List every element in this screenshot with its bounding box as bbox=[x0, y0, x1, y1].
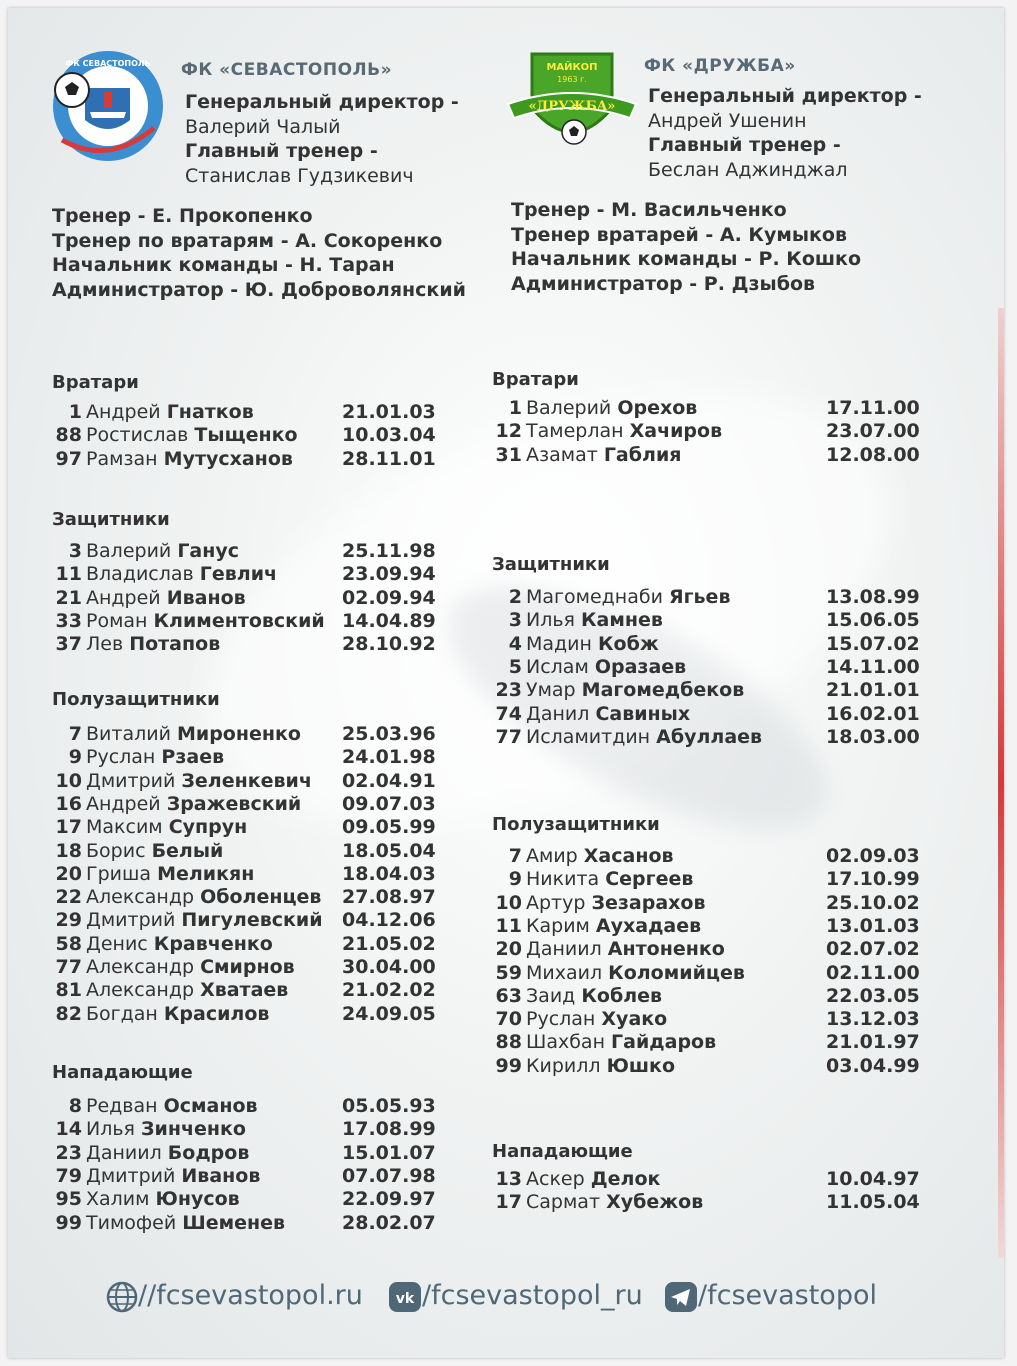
player-name: Заид Коблев bbox=[526, 984, 663, 1007]
player-name: Исламитдин Абуллаев bbox=[526, 725, 763, 748]
player-row bbox=[52, 587, 442, 610]
player-birthdate: 24.09.05 bbox=[342, 1002, 436, 1025]
staff-line: Тренер - М. Васильченко bbox=[511, 199, 787, 221]
player-name: Андрей Зражевский bbox=[86, 792, 302, 815]
player-birthdate: 14.11.00 bbox=[826, 655, 920, 678]
player-number: 99 bbox=[55, 1211, 82, 1234]
player-row bbox=[52, 424, 442, 447]
player-number: 10 bbox=[495, 891, 522, 914]
player-name: Руслан Хуако bbox=[526, 1008, 668, 1031]
player-number: 74 bbox=[495, 702, 522, 725]
player-row bbox=[52, 933, 442, 956]
staff-line: Начальник команды - Р. Кошко bbox=[511, 248, 862, 270]
player-row bbox=[492, 938, 926, 961]
player-row bbox=[52, 863, 442, 886]
player-birthdate: 13.08.99 bbox=[826, 586, 920, 608]
player-name: Амир Хасанов bbox=[526, 845, 674, 867]
player-number: 20 bbox=[495, 938, 522, 961]
player-name: Даниил Антоненко bbox=[526, 938, 725, 961]
player-row bbox=[52, 909, 442, 932]
telegram-icon bbox=[664, 1281, 698, 1313]
player-name: Артур Зезарахов bbox=[526, 891, 706, 914]
player-row bbox=[52, 723, 442, 746]
player-birthdate: 21.01.97 bbox=[826, 1031, 920, 1054]
player-birthdate: 23.07.00 bbox=[826, 420, 920, 443]
section-title: Вратари bbox=[492, 369, 579, 390]
sevastopol-logo bbox=[50, 48, 166, 164]
player-row bbox=[52, 816, 442, 839]
player-name: Роман Климентовский bbox=[86, 609, 325, 632]
player-birthdate: 12.08.00 bbox=[826, 443, 920, 466]
player-row bbox=[492, 633, 926, 656]
player-row bbox=[52, 746, 442, 769]
player-birthdate: 22.09.97 bbox=[342, 1188, 436, 1211]
club-management bbox=[185, 90, 459, 188]
player-row bbox=[492, 703, 926, 726]
player-row bbox=[52, 610, 442, 633]
player-number: 63 bbox=[495, 984, 522, 1007]
player-number: 9 bbox=[68, 746, 82, 769]
player-row bbox=[492, 1055, 926, 1078]
player-number: 70 bbox=[495, 1008, 522, 1031]
player-name: Редван Османов bbox=[86, 1095, 258, 1117]
logo-text: ФК СЕВАСТОПОЛЬ bbox=[65, 59, 151, 68]
player-name: Данил Савиных bbox=[526, 702, 691, 725]
logo-name: «ДРУЖБА» bbox=[528, 99, 616, 114]
player-birthdate: 13.12.03 bbox=[826, 1008, 920, 1031]
player-row bbox=[52, 793, 442, 816]
player-row bbox=[492, 962, 926, 985]
player-row bbox=[52, 1212, 442, 1235]
player-birthdate: 02.07.02 bbox=[826, 938, 920, 961]
section-title: Нападающие bbox=[492, 1141, 633, 1162]
player-name: Тимофей Шеменев bbox=[86, 1211, 286, 1234]
player-birthdate: 28.02.07 bbox=[342, 1211, 436, 1234]
player-number: 17 bbox=[55, 816, 82, 839]
player-row bbox=[52, 401, 442, 424]
logo-city: МАЙКОП bbox=[546, 62, 598, 73]
player-number: 3 bbox=[68, 540, 82, 562]
player-number: 9 bbox=[508, 868, 522, 891]
header-line: Беслан Аджинджал bbox=[648, 158, 848, 181]
section-title: Защитники bbox=[52, 509, 170, 530]
player-birthdate: 28.10.92 bbox=[342, 633, 436, 656]
player-row bbox=[492, 679, 926, 702]
player-number: 14 bbox=[55, 1118, 82, 1141]
svg-text:vk: vk bbox=[395, 1290, 415, 1307]
player-name: Руслан Рзаев bbox=[86, 746, 225, 769]
player-name: Сармат Хубежов bbox=[526, 1191, 704, 1214]
player-row bbox=[52, 563, 442, 586]
player-number: 23 bbox=[495, 679, 522, 702]
player-name: Гриша Меликян bbox=[86, 862, 255, 885]
player-number: 82 bbox=[55, 1002, 82, 1025]
player-birthdate: 04.12.06 bbox=[342, 909, 436, 932]
player-name: Аскер Делок bbox=[526, 1168, 661, 1190]
player-row bbox=[492, 397, 926, 420]
player-number: 13 bbox=[495, 1168, 522, 1190]
player-number: 23 bbox=[55, 1141, 82, 1164]
player-name: Даниил Бодров bbox=[86, 1141, 250, 1164]
player-name: Никита Сергеев bbox=[526, 868, 694, 891]
website-text: //fcsevastopol.ru bbox=[138, 1280, 363, 1311]
player-birthdate: 21.02.02 bbox=[342, 979, 436, 1002]
player-name: Александр Хватаев bbox=[86, 979, 289, 1002]
player-row bbox=[492, 1031, 926, 1054]
coaching-staff bbox=[511, 198, 861, 296]
player-number: 16 bbox=[55, 792, 82, 815]
player-number: 77 bbox=[495, 725, 522, 748]
header-line: Генеральный директор - bbox=[648, 85, 922, 107]
player-number: 31 bbox=[495, 443, 522, 466]
player-birthdate: 07.07.98 bbox=[342, 1164, 436, 1187]
player-birthdate: 25.03.96 bbox=[342, 723, 436, 745]
druzhba-logo bbox=[502, 48, 642, 158]
player-number: 7 bbox=[68, 723, 82, 745]
player-birthdate: 16.02.01 bbox=[826, 702, 920, 725]
player-name: Тамерлан Хачиров bbox=[526, 420, 723, 443]
player-birthdate: 15.01.07 bbox=[342, 1141, 436, 1164]
section-title: Полузащитники bbox=[52, 689, 220, 710]
player-row bbox=[492, 1168, 926, 1191]
player-birthdate: 25.10.02 bbox=[826, 891, 920, 914]
player-birthdate: 28.11.01 bbox=[342, 447, 436, 470]
player-birthdate: 15.07.02 bbox=[826, 632, 920, 655]
player-name: Дмитрий Зеленкевич bbox=[86, 769, 312, 792]
player-number: 99 bbox=[495, 1054, 522, 1077]
vk-link[interactable] bbox=[388, 1280, 643, 1313]
telegram-link[interactable] bbox=[664, 1280, 877, 1313]
player-name: Михаил Коломийцев bbox=[526, 961, 745, 984]
player-row bbox=[492, 985, 926, 1008]
player-name: Владислав Гевлич bbox=[86, 563, 278, 586]
player-name: Максим Супрун bbox=[86, 816, 248, 839]
player-name: Валерий Орехов bbox=[526, 397, 698, 419]
player-number: 3 bbox=[508, 609, 522, 632]
player-birthdate: 21.05.02 bbox=[342, 932, 436, 955]
player-birthdate: 17.08.99 bbox=[342, 1118, 436, 1141]
player-row bbox=[52, 886, 442, 909]
player-number: 33 bbox=[55, 609, 82, 632]
player-row bbox=[52, 1188, 442, 1211]
player-name: Андрей Иванов bbox=[86, 586, 246, 609]
player-number: 8 bbox=[68, 1095, 82, 1117]
player-row bbox=[492, 656, 926, 679]
player-row bbox=[492, 915, 926, 938]
header-line: Валерий Чалый bbox=[185, 115, 341, 138]
player-birthdate: 10.03.04 bbox=[342, 424, 436, 447]
player-birthdate: 27.08.97 bbox=[342, 886, 436, 909]
staff-line: Тренер по вратарям - А. Сокоренко bbox=[52, 229, 443, 252]
player-number: 21 bbox=[55, 586, 82, 609]
player-birthdate: 25.11.98 bbox=[342, 540, 436, 562]
player-name: Андрей Гнатков bbox=[86, 401, 254, 423]
player-number: 77 bbox=[55, 956, 82, 978]
player-row bbox=[492, 868, 926, 891]
player-row bbox=[52, 1003, 442, 1026]
page-edge-stripe bbox=[998, 308, 1004, 1258]
player-number: 18 bbox=[55, 839, 82, 862]
section-title: Вратари bbox=[52, 372, 139, 393]
player-birthdate: 05.05.93 bbox=[342, 1095, 436, 1117]
player-number: 59 bbox=[495, 961, 522, 984]
player-name: Валерий Ганус bbox=[86, 540, 240, 562]
player-row bbox=[52, 1142, 442, 1165]
section-title: Нападающие bbox=[52, 1062, 193, 1083]
player-name: Лев Потапов bbox=[86, 633, 221, 656]
player-name: Дмитрий Пигулевский bbox=[86, 909, 323, 932]
player-name: Мадин Кобж bbox=[526, 632, 659, 655]
player-name: Азамат Габлия bbox=[526, 443, 682, 466]
player-birthdate: 14.04.89 bbox=[342, 609, 436, 632]
player-row bbox=[492, 420, 926, 443]
player-name: Кирилл Юшко bbox=[526, 1054, 676, 1077]
player-name: Магомеднаби Ягьев bbox=[526, 586, 731, 608]
player-birthdate: 02.09.03 bbox=[826, 845, 920, 867]
player-number: 81 bbox=[55, 979, 82, 1002]
player-row bbox=[492, 1191, 926, 1214]
player-birthdate: 09.07.03 bbox=[342, 792, 436, 815]
player-name: Дмитрий Иванов bbox=[86, 1164, 261, 1187]
player-number: 11 bbox=[495, 914, 522, 937]
player-number: 88 bbox=[55, 424, 82, 447]
player-row bbox=[52, 1165, 442, 1188]
player-birthdate: 24.01.98 bbox=[342, 746, 436, 769]
player-birthdate: 10.04.97 bbox=[826, 1168, 920, 1190]
player-name: Рамзан Мутусханов bbox=[86, 447, 293, 470]
coaching-staff bbox=[52, 204, 466, 302]
section-title: Полузащитники bbox=[492, 814, 660, 835]
header-line: Андрей Ушенин bbox=[648, 109, 807, 132]
player-row bbox=[492, 1008, 926, 1031]
player-number: 29 bbox=[55, 909, 82, 932]
vk-text: /fcsevastopol_ru bbox=[422, 1280, 643, 1311]
player-birthdate: 30.04.00 bbox=[342, 956, 436, 978]
program-page bbox=[8, 8, 1004, 1358]
player-number: 1 bbox=[68, 401, 82, 423]
staff-line: Начальник команды - Н. Таран bbox=[52, 254, 395, 276]
player-number: 58 bbox=[55, 932, 82, 955]
telegram-text: /fcsevastopol bbox=[698, 1280, 877, 1311]
player-row bbox=[52, 979, 442, 1002]
player-row bbox=[492, 586, 926, 609]
player-number: 11 bbox=[55, 563, 82, 586]
player-birthdate: 21.01.01 bbox=[826, 679, 920, 702]
website-link[interactable] bbox=[106, 1280, 363, 1313]
player-birthdate: 17.10.99 bbox=[826, 868, 920, 891]
staff-line: Администратор - Р. Дзыбов bbox=[511, 272, 816, 295]
player-number: 1 bbox=[508, 397, 522, 419]
player-number: 20 bbox=[55, 862, 82, 885]
player-birthdate: 02.04.91 bbox=[342, 769, 436, 792]
player-number: 17 bbox=[495, 1191, 522, 1214]
player-row bbox=[52, 770, 442, 793]
player-birthdate: 18.03.00 bbox=[826, 725, 920, 748]
player-number: 37 bbox=[55, 633, 82, 656]
player-number: 7 bbox=[508, 845, 522, 867]
player-row bbox=[52, 633, 442, 656]
staff-line: Администратор - Ю. Доброволянский bbox=[52, 278, 466, 301]
header-line: Генеральный директор - bbox=[185, 91, 459, 113]
player-birthdate: 15.06.05 bbox=[826, 609, 920, 632]
section-title: Защитники bbox=[492, 554, 610, 575]
player-birthdate: 23.09.94 bbox=[342, 563, 436, 586]
player-name: Илья Камнев bbox=[526, 609, 663, 632]
globe-icon bbox=[106, 1281, 138, 1313]
player-row bbox=[492, 845, 926, 868]
player-name: Ислам Оразаев bbox=[526, 655, 687, 678]
player-birthdate: 09.05.99 bbox=[342, 816, 436, 839]
player-number: 12 bbox=[495, 420, 522, 443]
staff-line: Тренер вратарей - А. Кумыков bbox=[511, 223, 848, 246]
player-row bbox=[52, 448, 442, 471]
team-title: ФК «СЕВАСТОПОЛЬ» bbox=[181, 60, 393, 80]
player-row bbox=[492, 726, 926, 749]
player-name: Умар Магомедбеков bbox=[526, 679, 745, 702]
team-title: ФК «ДРУЖБА» bbox=[644, 56, 796, 76]
player-row bbox=[52, 956, 442, 979]
player-number: 88 bbox=[495, 1031, 522, 1054]
player-birthdate: 22.03.05 bbox=[826, 984, 920, 1007]
logo-year: 1963 г. bbox=[557, 75, 587, 84]
player-row bbox=[52, 840, 442, 863]
player-birthdate: 11.05.04 bbox=[826, 1191, 920, 1214]
player-number: 2 bbox=[508, 586, 522, 608]
header-line: Главный тренер - bbox=[648, 134, 841, 156]
club-management bbox=[648, 84, 922, 182]
player-number: 79 bbox=[55, 1164, 82, 1187]
player-name: Халим Юнусов bbox=[86, 1188, 240, 1211]
player-birthdate: 02.09.94 bbox=[342, 586, 436, 609]
player-birthdate: 03.04.99 bbox=[826, 1054, 920, 1077]
player-row bbox=[52, 540, 442, 563]
player-name: Ростислав Тыщенко bbox=[86, 424, 298, 447]
player-name: Шахбан Гайдаров bbox=[526, 1031, 717, 1054]
player-number: 97 bbox=[55, 447, 82, 470]
player-name: Илья Зинченко bbox=[86, 1118, 246, 1141]
header-line: Станислав Гудзикевич bbox=[185, 164, 414, 187]
player-row bbox=[52, 1095, 442, 1118]
player-row bbox=[492, 609, 926, 632]
player-birthdate: 21.01.03 bbox=[342, 401, 436, 423]
player-name: Александр Оболенцев bbox=[86, 886, 322, 909]
player-row bbox=[492, 444, 926, 467]
player-birthdate: 18.04.03 bbox=[342, 862, 436, 885]
player-number: 4 bbox=[508, 632, 522, 655]
player-number: 5 bbox=[508, 655, 522, 678]
player-name: Борис Белый bbox=[86, 839, 224, 862]
staff-line: Тренер - Е. Прокопенко bbox=[52, 205, 313, 227]
player-row bbox=[492, 892, 926, 915]
player-birthdate: 17.11.00 bbox=[826, 397, 920, 419]
player-birthdate: 02.11.00 bbox=[826, 961, 920, 984]
header-line: Главный тренер - bbox=[185, 140, 378, 162]
player-birthdate: 13.01.03 bbox=[826, 914, 920, 937]
player-row bbox=[52, 1118, 442, 1141]
player-number: 10 bbox=[55, 769, 82, 792]
vk-icon bbox=[388, 1281, 422, 1313]
player-number: 95 bbox=[55, 1188, 82, 1211]
player-name: Богдан Красилов bbox=[86, 1002, 270, 1025]
player-name: Виталий Мироненко bbox=[86, 723, 301, 745]
player-birthdate: 18.05.04 bbox=[342, 839, 436, 862]
player-number: 22 bbox=[55, 886, 82, 909]
player-name: Александр Смирнов bbox=[86, 956, 295, 978]
player-name: Денис Кравченко bbox=[86, 932, 273, 955]
player-name: Карим Аухадаев bbox=[526, 914, 702, 937]
